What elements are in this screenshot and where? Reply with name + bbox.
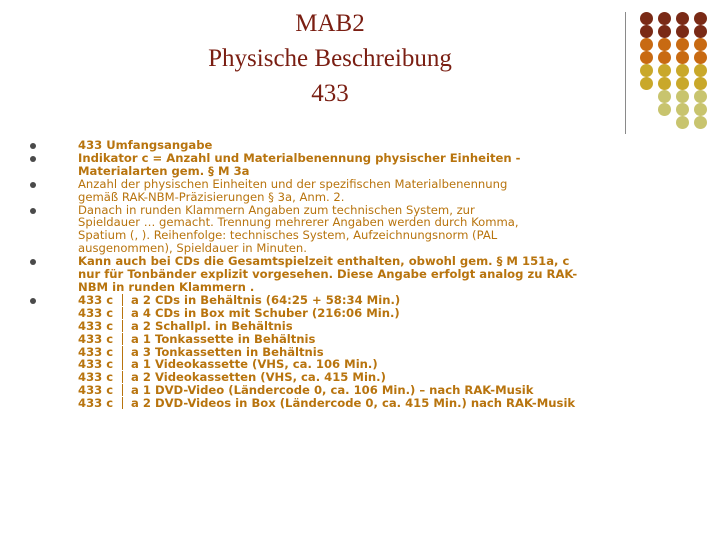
list-item-line: Anzahl der physischen Einheiten und der spezifischen Materialbenennung — [78, 176, 508, 191]
subfield-separator — [122, 294, 123, 306]
bullet-icon — [30, 208, 36, 214]
title-line-2: Physische Beschreibung — [208, 45, 452, 72]
decorative-dot — [658, 64, 671, 77]
decorative-dot — [658, 51, 671, 64]
decorative-dot — [694, 51, 707, 64]
decorative-dot — [694, 38, 707, 51]
decorative-dot — [640, 12, 653, 25]
example-field-code: 433 c — [78, 318, 114, 333]
bullet-list — [30, 139, 710, 410]
decorative-dot — [676, 51, 689, 64]
decorative-dot — [694, 103, 707, 116]
list-item-line: 433 Umfangsangabe — [78, 138, 213, 152]
decorative-dot — [676, 103, 689, 116]
decorative-dot — [640, 77, 653, 90]
list-item-line: gemäß RAK-NBM-Präzisierungen § 3a, Anm. 2. — [78, 189, 345, 204]
decorative-divider — [625, 12, 626, 134]
decorative-dot — [658, 25, 671, 38]
decorative-dot — [658, 90, 671, 103]
bullet-icon — [30, 182, 36, 188]
decorative-dot — [694, 116, 707, 129]
decorative-dot — [676, 38, 689, 51]
list-item-line: Indikator c = Anzahl und Materialbenennung physischer Einheiten - — [78, 150, 521, 165]
bullet-icon — [30, 143, 36, 149]
example-field-code: 433 c — [78, 344, 114, 359]
list-item — [30, 204, 710, 256]
subfield-separator — [122, 320, 123, 332]
list-item-line: nur für Tonbänder explizit vorgesehen. Diese Angabe erfolgt analog zu RAK- — [78, 267, 578, 282]
decorative-dot — [676, 12, 689, 25]
decorative-dot — [640, 64, 653, 77]
decorative-dot — [694, 12, 707, 25]
bullet-icon — [30, 156, 36, 162]
decorative-dot — [694, 64, 707, 77]
list-item-line: Materialarten gem. § M 3a — [78, 163, 250, 178]
example-text: a 1 Videokassette (VHS, ca. 106 Min.) — [131, 357, 378, 372]
bullet-icon — [30, 259, 36, 265]
list-item-line: Spieldauer … gemacht. Trennung mehrerer Angaben werden durch Komma, — [78, 215, 519, 230]
decorative-dot — [658, 12, 671, 25]
title-line-3: 433 — [311, 80, 349, 107]
subfield-separator — [122, 358, 123, 370]
subfield-separator — [122, 371, 123, 383]
example-field-code: 433 c — [78, 305, 114, 320]
example-text: a 2 Schallpl. in Behältnis — [131, 318, 293, 333]
bullet-icon — [30, 298, 36, 304]
decorative-dot — [640, 51, 653, 64]
example-field-code: 433 c — [78, 357, 114, 372]
list-item — [30, 178, 710, 204]
list-item-line: Kann auch bei CDs die Gesamtspielzeit enthalten, obwohl gem. § M 151a, c — [78, 254, 570, 269]
example-text: a 2 DVD-Videos in Box (Ländercode 0, ca. 415 Min.) nach RAK-Musik — [131, 396, 576, 411]
slide-title — [110, 6, 550, 111]
subfield-separator — [122, 346, 123, 358]
decorative-dot — [694, 77, 707, 90]
example-text: a 1 DVD-Video (Ländercode 0, ca. 106 Min.) – nach RAK-Musik — [131, 383, 534, 398]
list-item — [30, 255, 710, 294]
subfield-separator — [122, 384, 123, 396]
example-field-code: 433 c — [78, 370, 114, 385]
decorative-dot — [658, 38, 671, 51]
example-text: a 2 CDs in Behältnis (64:25 + 58:34 Min.) — [131, 292, 401, 307]
list-item-line: NBM in runden Klammern . — [78, 279, 255, 294]
list-item-line: Spatium (, ). Reihenfolge: technisches System, Aufzeichnungsnorm (PAL — [78, 228, 498, 243]
decorative-dot — [676, 90, 689, 103]
decorative-dot — [676, 64, 689, 77]
example-field-code: 433 c — [78, 396, 114, 411]
decorative-dot — [694, 25, 707, 38]
list-item — [30, 139, 710, 152]
examples-list-item — [30, 294, 710, 410]
example-text: a 3 Tonkassetten in Behältnis — [131, 344, 324, 359]
decorative-dot — [640, 25, 653, 38]
decorative-dot — [640, 38, 653, 51]
decorative-dot — [658, 77, 671, 90]
subfield-separator — [122, 333, 123, 345]
example-field-code: 433 c — [78, 383, 114, 398]
title-line-1: MAB2 — [295, 10, 365, 37]
decorative-dot — [658, 103, 671, 116]
decorative-dot — [694, 90, 707, 103]
example-text: a 1 Tonkassette in Behältnis — [131, 331, 316, 346]
decorative-dot — [676, 116, 689, 129]
subfield-separator — [122, 397, 123, 409]
decorative-dot-grid — [638, 12, 718, 134]
decorative-dot — [676, 25, 689, 38]
subfield-separator — [122, 307, 123, 319]
example-field-code: 433 c — [78, 292, 114, 307]
list-item-line: ausgenommen), Spieldauer in Minuten. — [78, 241, 307, 256]
decorative-dot — [676, 77, 689, 90]
list-item-line: Danach in runden Klammern Angaben zum technischen System, zur — [78, 202, 475, 217]
example-field-code: 433 c — [78, 331, 114, 346]
example-row — [78, 397, 710, 410]
example-text: a 2 Videokassetten (VHS, ca. 415 Min.) — [131, 370, 386, 385]
list-item — [30, 152, 710, 178]
example-text: a 4 CDs in Box mit Schuber (216:06 Min.) — [131, 305, 400, 320]
